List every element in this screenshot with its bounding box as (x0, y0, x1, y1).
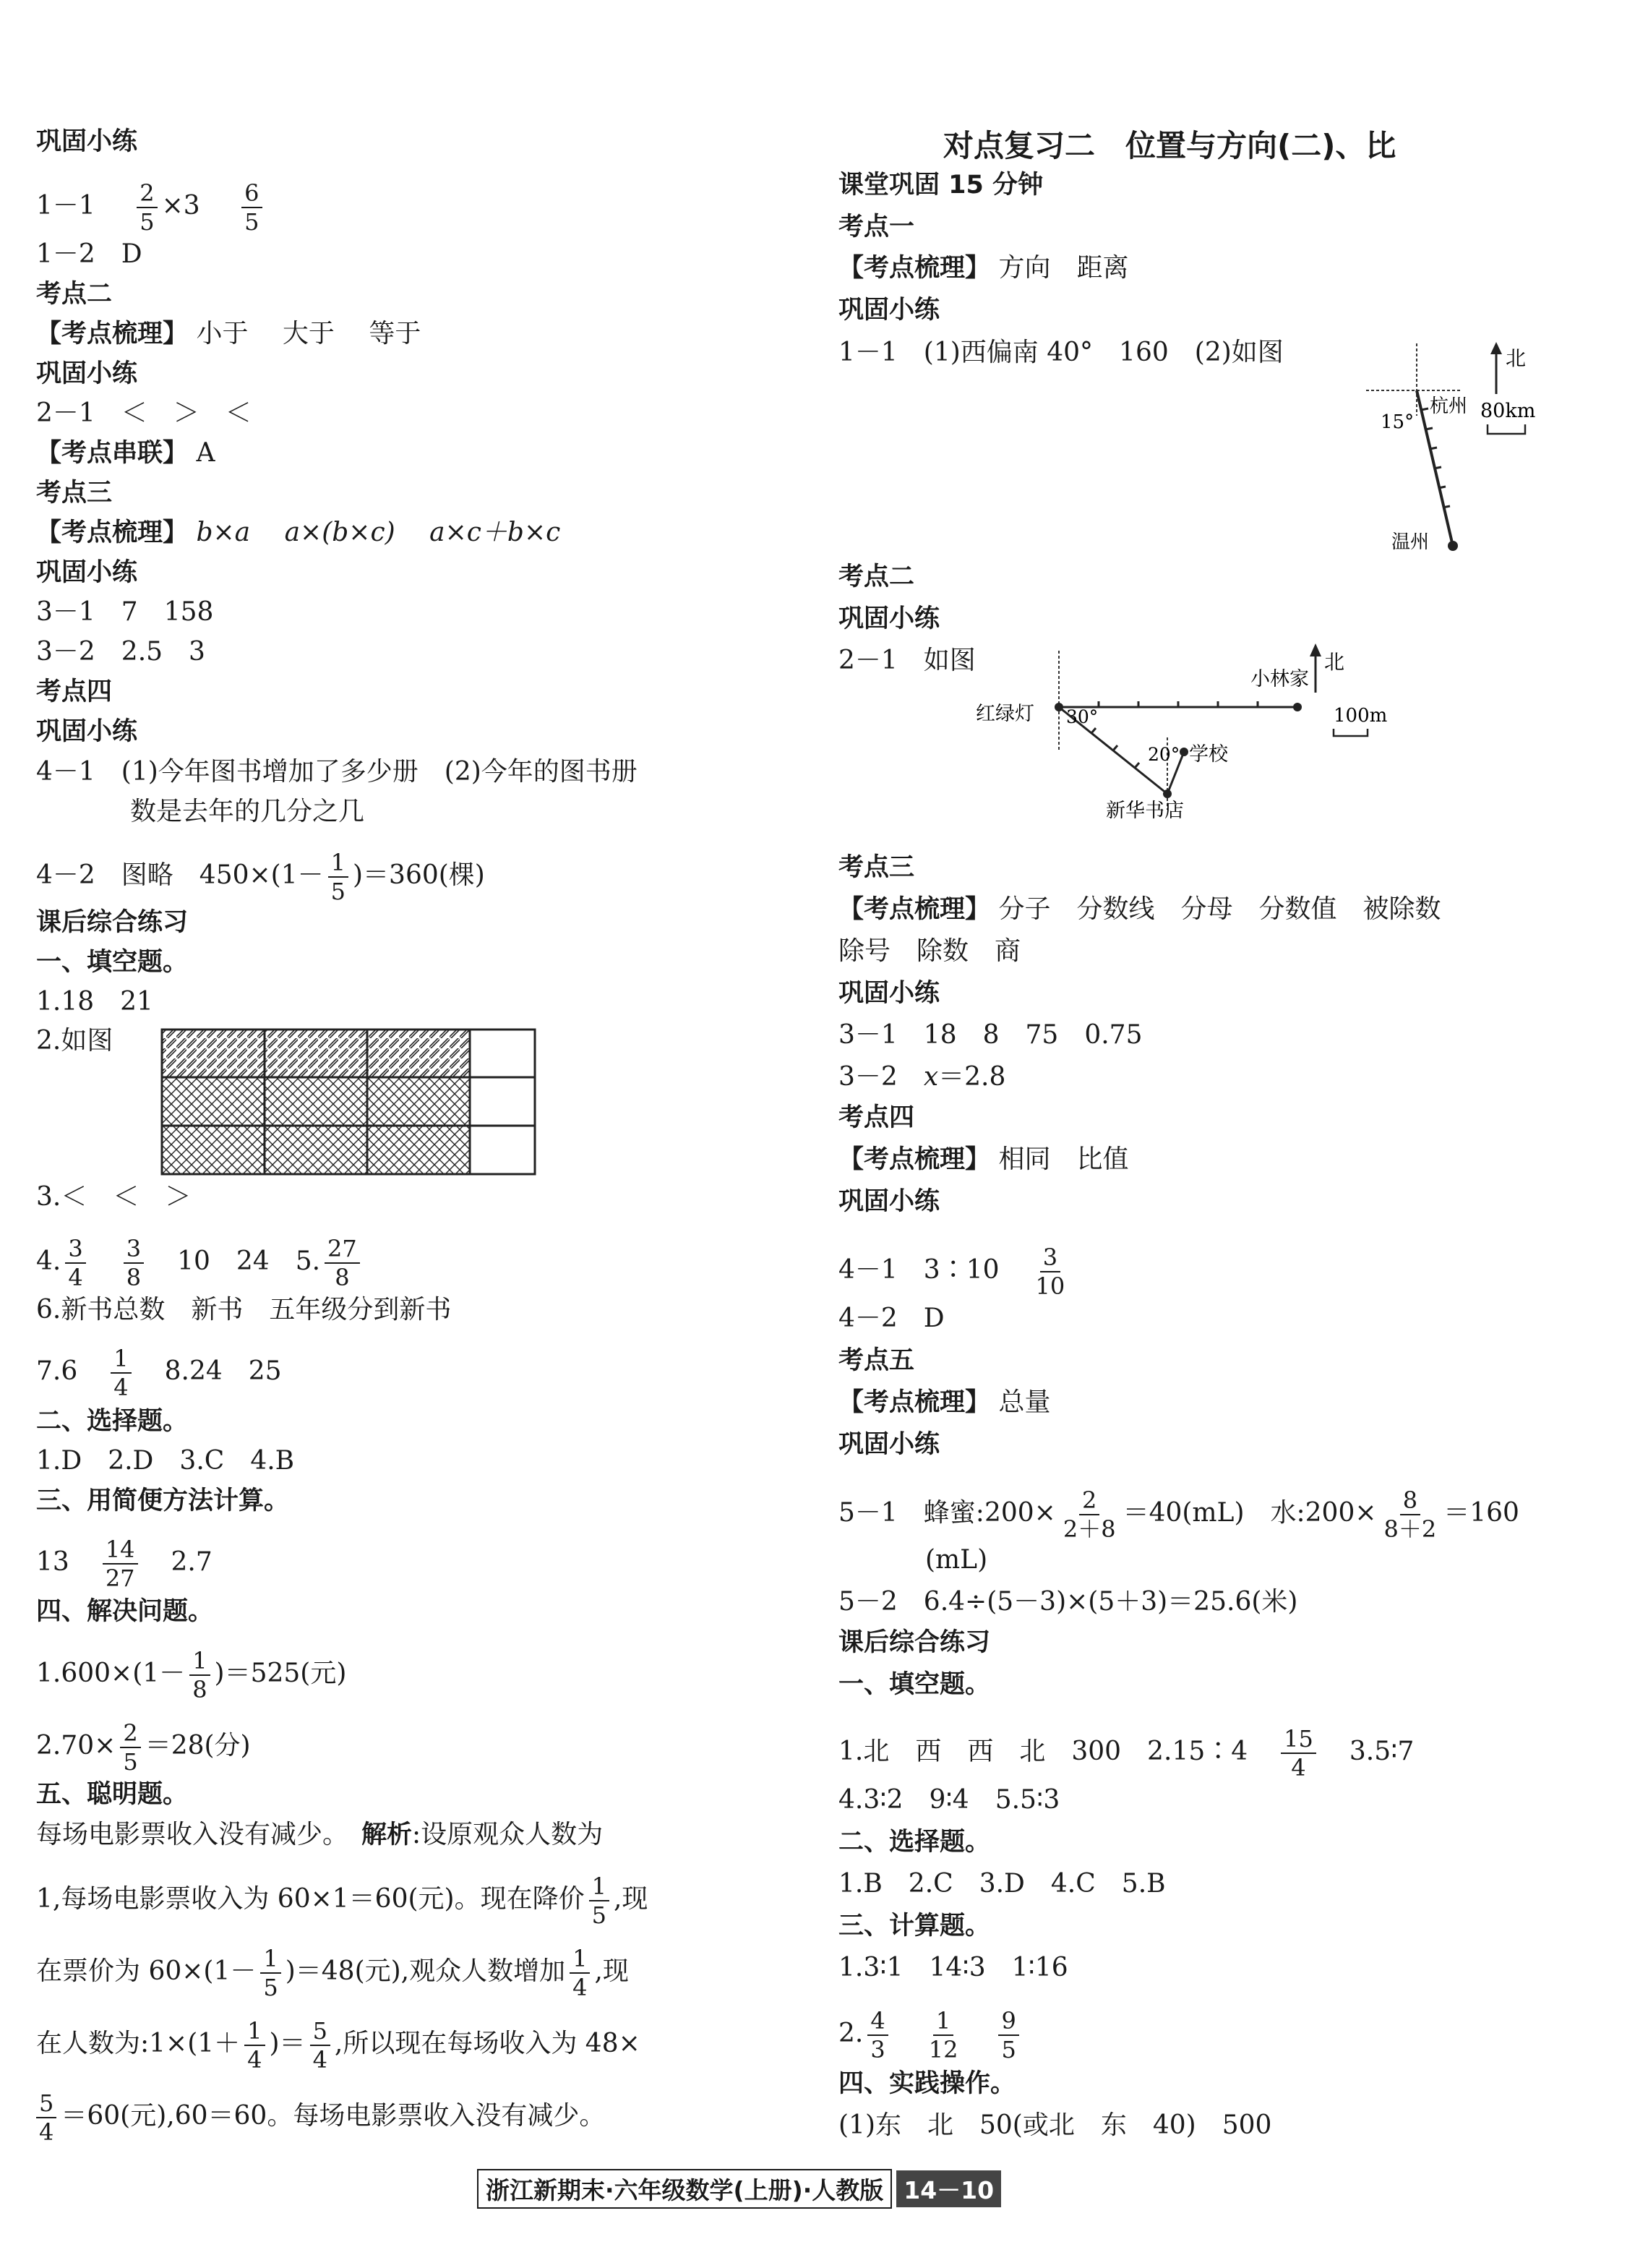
answer-line: 在人数为:1×(1＋ $\frac{1}{4}$ )＝ $\frac{5}{4}$ ,所以现在每场收入为 48× (36, 2017, 640, 2074)
map-hangzhou-wenzhou (1323, 336, 1583, 560)
answer-line: 1.北 西 西 北 300 2.15∶4 $\frac{15}{4}$ 3.5∶7 (838, 1725, 1415, 1781)
scale-bar (1488, 424, 1525, 434)
answer-line: 在票价为 60×(1－ $\frac{1}{5}$ )＝48(元),观众人数增加 $\frac{1}{4}$ ,现 (36, 1945, 629, 2001)
answer-line: 1.3∶1 14∶3 1∶16 (838, 1953, 1068, 1982)
answer-line: 【考点梳理】 方向 距离 (838, 253, 1129, 283)
answer-line: 1,每场电影票收入为 60×1＝60(元)。现在降价 $\frac{1}{5}$ ,现 (36, 1873, 648, 1929)
answer-line: 【考点梳理】 分子 分数线 分母 分数值 被除数 (838, 894, 1441, 924)
answer-line: 2－1 ＜ ＞ ＜ (36, 398, 252, 428)
scale-bar (1334, 729, 1368, 736)
page-footer (477, 2170, 1001, 2207)
answer-line: 1.D 2.D 3.C 4.B (36, 1446, 295, 1476)
heading: 巩固小练 (838, 1187, 940, 1216)
answer-line: $\frac{5}{4}$ ＝60(元),60＝60。每场电影票收入没有减少。 (36, 2089, 605, 2146)
angle-label: 20° (1148, 744, 1180, 765)
north-label: 北 (1324, 650, 1345, 674)
answer-line: 1.18 21 (36, 987, 153, 1017)
heading: 课堂巩固 15 分钟 (838, 171, 1044, 200)
answer-line: 【考点串联】 A (36, 438, 215, 468)
answer-line: 4.3∶2 9∶4 5.5∶3 (838, 1785, 1060, 1815)
heading: 考点四 (838, 1103, 915, 1132)
answer-line: 5－1 蜂蜜:200× $\frac{2}{2+8}$ ＝40(mL) 水:200× $\frac{8}{8+2}$ ＝160 (838, 1486, 1519, 1543)
heading: 巩固小练 (36, 558, 138, 587)
heading: 课后综合练习 (838, 1628, 991, 1657)
heading: 巩固小练 (36, 127, 138, 156)
answer-line: 2－1 如图 (838, 646, 976, 675)
section-title: 对点复习二 位置与方向(二)、比 (943, 128, 1396, 163)
answer-line: 3－2 2.5 3 (36, 637, 205, 667)
answer-line: 2.70× $\frac{2}{5}$ ＝28(分) (36, 1719, 251, 1776)
heading: 巩固小练 (36, 717, 138, 746)
book-title: 浙江新期末·六年级数学(上册)·人教版 (477, 2169, 892, 2209)
city-label: 温州 (1391, 531, 1430, 553)
answer-line: 4－2 图略 450×(1－ $\frac{1}{5}$ )＝360(棵) (36, 849, 485, 905)
heading: 四、实践操作。 (838, 2069, 1016, 2098)
heading: 一、填空题。 (838, 1670, 991, 1699)
heading: 巩固小练 (838, 604, 940, 633)
answer-line: 7.6 $\frac{1}{4}$ 8.24 25 (36, 1345, 282, 1401)
place-label: 新华书店 (1106, 800, 1184, 822)
answer-line: 【考点梳理】 总量 (838, 1387, 1051, 1417)
page-number: 14－10 (896, 2170, 1001, 2207)
answer-line: 1.B 2.C 3.D 4.C 5.B (838, 1869, 1166, 1899)
scale-label: 100m (1334, 705, 1388, 727)
answer-line: 【考点梳理】 b×a a×(b×c) a×c＋b×c (36, 518, 561, 547)
grid-figure (126, 1028, 538, 1177)
map-xinhua-bookstore (976, 636, 1540, 831)
answer-line: 3－1 7 158 (36, 597, 214, 627)
heading: 课后综合练习 (36, 908, 189, 937)
angle-label: 15° (1381, 411, 1415, 433)
answer-line: (mL) (925, 1545, 988, 1575)
answer-line: 【考点梳理】 相同 比值 (838, 1144, 1129, 1174)
place-label: 学校 (1189, 743, 1228, 766)
angle-label: 30° (1066, 706, 1099, 727)
heading: 五、聪明题。 (36, 1780, 189, 1809)
answer-line: 4－1 (1)今年图书增加了多少册 (2)今年的图书册 (36, 757, 638, 787)
heading: 二、选择题。 (36, 1407, 189, 1436)
heading: 三、计算题。 (838, 1912, 991, 1940)
heading: 考点四 (36, 677, 113, 706)
heading: 考点二 (36, 280, 113, 309)
scale-label: 80km (1480, 400, 1536, 422)
answer-line: 每场电影票收入没有减少。 解析:设原观众人数为 (36, 1820, 604, 1849)
city-label: 杭州 (1430, 395, 1468, 417)
heading: 巩固小练 (36, 359, 138, 388)
heading: 二、选择题。 (838, 1828, 991, 1857)
heading: 四、解决问题。 (36, 1597, 214, 1626)
answer-line: 1－2 D (36, 239, 142, 269)
answer-line: 1－1 (1)西偏南 40° 160 (2)如图 (838, 338, 1284, 367)
place-label: 小林家 (1250, 668, 1309, 690)
heading: 考点五 (838, 1346, 915, 1375)
heading: 三、用简便方法计算。 (36, 1486, 290, 1515)
answer-line: 2. $\frac{4}{3}$ $\frac{1}{12}$ $\frac{9}{5}$ (838, 2007, 1023, 2063)
answer-line: 13 $\frac{14}{27}$ 2.7 (36, 1536, 213, 1592)
answer-line: 【考点梳理】 小于 大于 等于 (36, 319, 421, 348)
heading: 考点三 (838, 853, 915, 882)
answer-line: 6.新书总数 新书 五年级分到新书 (36, 1295, 452, 1325)
answer-line: 4－1 3∶10 $\frac{3}{10}$ (838, 1244, 1065, 1300)
answer-line: 2.如图 (36, 1026, 113, 1056)
answer-line: 4－2 D (838, 1304, 945, 1333)
heading: 巩固小练 (838, 1430, 940, 1459)
heading: 巩固小练 (838, 296, 940, 325)
answer-line: (1)东 北 50(或北 东 40) 500 (838, 2110, 1272, 2140)
heading: 一、填空题。 (36, 948, 189, 977)
answer-line: 除号 除数 商 (838, 936, 1021, 966)
answer-line: 3.＜ ＜ ＞ (36, 1182, 192, 1212)
answer-line: 1－1 $\frac{2}{5}$ ×3 $\frac{6}{5}$ (36, 179, 267, 236)
heading: 巩固小练 (838, 979, 940, 1008)
place-label: 红绿灯 (976, 703, 1034, 725)
answer-line: 3－1 18 8 75 0.75 (838, 1020, 1143, 1050)
heading: 考点三 (36, 479, 113, 508)
north-label: 北 (1506, 346, 1527, 370)
answer-line: 4. $\frac{3}{4}$ $\frac{3}{8}$ 10 24 5. $\frac{27}{8}$ (36, 1235, 364, 1291)
answer-line: 数是去年的几分之几 (130, 797, 365, 826)
heading: 考点一 (838, 213, 915, 241)
answer-line: 3－2 x＝2.8 (838, 1062, 1006, 1092)
answer-line: 1.600×(1－ $\frac{1}{8}$ )＝525(元) (36, 1647, 347, 1703)
answer-line: 5－2 6.4÷(5－3)×(5＋3)＝25.6(米) (838, 1587, 1298, 1617)
heading: 考点二 (838, 562, 915, 591)
